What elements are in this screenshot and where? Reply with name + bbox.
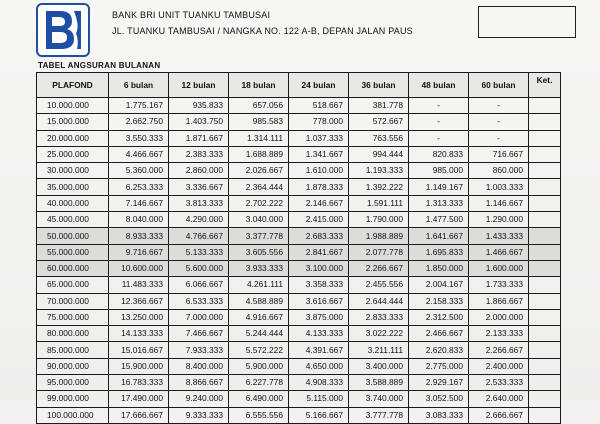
table-cell: 4.766.667: [169, 228, 229, 244]
table-cell: [529, 146, 561, 162]
table-cell: 7.000.000: [169, 309, 229, 325]
table-cell: 2.158.333: [409, 293, 469, 309]
table-cell: 2.533.333: [469, 375, 529, 391]
table-cell: 1.610.000: [289, 163, 349, 179]
table-cell: 3.100.000: [289, 260, 349, 276]
table-cell: [529, 260, 561, 276]
plafond-cell: 10.000.000: [37, 98, 109, 114]
table-cell: 5.244.444: [229, 326, 289, 342]
plafond-cell: 90.000.000: [37, 358, 109, 374]
table-cell: 8.400.000: [169, 358, 229, 374]
table-cell: 6.555.556: [229, 407, 289, 423]
plafond-cell: 75.000.000: [37, 309, 109, 325]
table-cell: 3.605.556: [229, 244, 289, 260]
table-cell: 2.004.167: [409, 277, 469, 293]
table-cell: 2.383.333: [169, 146, 229, 162]
table-cell: 7.146.667: [109, 195, 169, 211]
table-cell: 7.933.333: [169, 342, 229, 358]
table-cell: 3.550.333: [109, 130, 169, 146]
table-cell: 6.490.000: [229, 391, 289, 407]
table-cell: 3.933.333: [229, 260, 289, 276]
table-cell: 763.556: [349, 130, 409, 146]
table-cell: 9.333.333: [169, 407, 229, 423]
table-cell: 1.600.000: [469, 260, 529, 276]
table-cell: 3.336.667: [169, 179, 229, 195]
table-cell: 17.666.667: [109, 407, 169, 423]
table-cell: 1.878.333: [289, 179, 349, 195]
table-cell: 2.455.556: [349, 277, 409, 293]
plafond-cell: 50.000.000: [37, 228, 109, 244]
table-cell: 2.620.833: [409, 342, 469, 358]
table-cell: 3.740.000: [349, 391, 409, 407]
table-cell: 6.533.333: [169, 293, 229, 309]
table-cell: 1.392.222: [349, 179, 409, 195]
table-row: [37, 195, 561, 211]
table-cell: 1.037.333: [289, 130, 349, 146]
table-cell: 16.783.333: [109, 375, 169, 391]
installment-table: [36, 72, 561, 424]
table-cell: 657.056: [229, 98, 289, 114]
table-cell: 1.193.333: [349, 163, 409, 179]
table-cell: 9.240.000: [169, 391, 229, 407]
table-row: [37, 244, 561, 260]
table-cell: [529, 114, 561, 130]
table-cell: 14.133.333: [109, 326, 169, 342]
table-cell: 3.358.333: [289, 277, 349, 293]
table-cell: 9.716.667: [109, 244, 169, 260]
table-cell: 2.702.222: [229, 195, 289, 211]
table-cell: [529, 407, 561, 423]
table-cell: 2.312.500: [409, 309, 469, 325]
table-cell: [529, 212, 561, 228]
table-cell: 3.875.000: [289, 309, 349, 325]
table-row: [37, 130, 561, 146]
table-row: [37, 212, 561, 228]
bank-name: BANK BRI UNIT TUANKU TAMBUSAI: [112, 10, 271, 20]
table-row: [37, 342, 561, 358]
table-cell: 5.133.333: [169, 244, 229, 260]
plafond-cell: 100.000.000: [37, 407, 109, 423]
table-cell: 4.133.333: [289, 326, 349, 342]
table-cell: 1.466.667: [469, 244, 529, 260]
table-cell: 820.833: [409, 146, 469, 162]
table-cell: 518.667: [289, 98, 349, 114]
table-cell: 3.777.778: [349, 407, 409, 423]
table-cell: 6.066.667: [169, 277, 229, 293]
table-cell: [529, 375, 561, 391]
table-cell: 2.000.000: [469, 309, 529, 325]
table-cell: 1.733.333: [469, 277, 529, 293]
table-cell: [529, 277, 561, 293]
table-cell: 2.400.000: [469, 358, 529, 374]
table-row: [37, 228, 561, 244]
table-cell: 4.290.000: [169, 212, 229, 228]
table-cell: 5.572.222: [229, 342, 289, 358]
plafond-cell: 85.000.000: [37, 342, 109, 358]
table-row: [37, 375, 561, 391]
table-cell: 1.988.889: [349, 228, 409, 244]
table-title: TABEL ANGSURAN BULANAN: [38, 61, 161, 70]
table-cell: 1.403.750: [169, 114, 229, 130]
table-row: [37, 309, 561, 325]
table-cell: 2.266.667: [349, 260, 409, 276]
table-cell: 6.227.778: [229, 375, 289, 391]
table-row: [37, 179, 561, 195]
plafond-cell: 30.000.000: [37, 163, 109, 179]
table-row: [37, 260, 561, 276]
column-header: PLAFOND: [37, 73, 109, 98]
table-cell: 2.026.667: [229, 163, 289, 179]
table-cell: 15.016.667: [109, 342, 169, 358]
plafond-cell: 45.000.000: [37, 212, 109, 228]
table-cell: 1.790.000: [349, 212, 409, 228]
table-cell: 12.366.667: [109, 293, 169, 309]
table-row: [37, 358, 561, 374]
table-cell: 1.688.889: [229, 146, 289, 162]
table-cell: 2.929.167: [409, 375, 469, 391]
table-cell: 3.040.000: [229, 212, 289, 228]
table-cell: 1.290.000: [469, 212, 529, 228]
table-cell: -: [409, 130, 469, 146]
table-cell: 1.003.333: [469, 179, 529, 195]
table-cell: 6.253.333: [109, 179, 169, 195]
table-cell: [529, 244, 561, 260]
table-cell: 8.866.667: [169, 375, 229, 391]
table-cell: 15.900.000: [109, 358, 169, 374]
table-cell: 5.166.667: [289, 407, 349, 423]
table-cell: 17.490.000: [109, 391, 169, 407]
plafond-cell: 95.000.000: [37, 375, 109, 391]
table-cell: [529, 195, 561, 211]
table-row: [37, 293, 561, 309]
table-cell: 2.860.000: [169, 163, 229, 179]
table-cell: [529, 326, 561, 342]
table-cell: 2.666.667: [469, 407, 529, 423]
table-cell: 11.483.333: [109, 277, 169, 293]
table-cell: 860.000: [469, 163, 529, 179]
table-cell: [529, 293, 561, 309]
table-cell: 1.695.833: [409, 244, 469, 260]
plafond-cell: 65.000.000: [37, 277, 109, 293]
table-cell: -: [469, 114, 529, 130]
table-cell: 3.400.000: [349, 358, 409, 374]
table-cell: [529, 228, 561, 244]
table-cell: 985.583: [229, 114, 289, 130]
table-cell: 3.813.333: [169, 195, 229, 211]
table-cell: 2.077.778: [349, 244, 409, 260]
table-cell: 2.133.333: [469, 326, 529, 342]
table-cell: 4.588.889: [229, 293, 289, 309]
table-cell: -: [469, 98, 529, 114]
table-cell: [529, 130, 561, 146]
table-cell: 13.250.000: [109, 309, 169, 325]
table-cell: 2.683.333: [289, 228, 349, 244]
column-header: 12 bulan: [169, 73, 229, 98]
table-row: [37, 163, 561, 179]
bri-logo-icon: [36, 3, 90, 57]
table-cell: 4.466.667: [109, 146, 169, 162]
table-cell: 1.850.000: [409, 260, 469, 276]
table-row: [37, 98, 561, 114]
table-cell: 1.866.667: [469, 293, 529, 309]
table-cell: 4.908.333: [289, 375, 349, 391]
table-cell: 4.391.667: [289, 342, 349, 358]
table-cell: -: [409, 114, 469, 130]
table-cell: 4.916.667: [229, 309, 289, 325]
table-cell: 716.667: [469, 146, 529, 162]
plafond-cell: 20.000.000: [37, 130, 109, 146]
table-cell: 1.433.333: [469, 228, 529, 244]
table-row: [37, 391, 561, 407]
plafond-cell: 70.000.000: [37, 293, 109, 309]
table-body: [37, 98, 561, 424]
column-header: 36 bulan: [349, 73, 409, 98]
table-cell: 1.314.111: [229, 130, 289, 146]
table-cell: 8.933.333: [109, 228, 169, 244]
plafond-cell: 99.000.000: [37, 391, 109, 407]
table-cell: 5.115.000: [289, 391, 349, 407]
table-row: [37, 407, 561, 423]
table-cell: [529, 163, 561, 179]
plafond-cell: 15.000.000: [37, 114, 109, 130]
table-row: [37, 114, 561, 130]
table-cell: 2.266.667: [469, 342, 529, 358]
plafond-cell: 35.000.000: [37, 179, 109, 195]
table-cell: 5.900.000: [229, 358, 289, 374]
table-cell: 10.600.000: [109, 260, 169, 276]
table-cell: 994.444: [349, 146, 409, 162]
table-cell: 2.640.000: [469, 391, 529, 407]
table-cell: 935.833: [169, 98, 229, 114]
column-header: 60 bulan: [469, 73, 529, 98]
column-header: 24 bulan: [289, 73, 349, 98]
table-cell: 2.364.444: [229, 179, 289, 195]
table-header-row: [37, 73, 561, 98]
table-cell: [529, 358, 561, 374]
table-row: [37, 277, 561, 293]
table-cell: 1.146.667: [469, 195, 529, 211]
table-cell: 1.641.667: [409, 228, 469, 244]
table-cell: 3.616.667: [289, 293, 349, 309]
column-header: 48 bulan: [409, 73, 469, 98]
table-cell: 3.377.778: [229, 228, 289, 244]
table-cell: 778.000: [289, 114, 349, 130]
table-cell: 3.083.333: [409, 407, 469, 423]
table-cell: 4.650.000: [289, 358, 349, 374]
plafond-cell: 80.000.000: [37, 326, 109, 342]
table-cell: 2.146.667: [289, 195, 349, 211]
table-cell: 5.600.000: [169, 260, 229, 276]
plafond-cell: 60.000.000: [37, 260, 109, 276]
table-cell: 985.000: [409, 163, 469, 179]
table-cell: [529, 309, 561, 325]
table-cell: 2.775.000: [409, 358, 469, 374]
table-cell: 5.360.000: [109, 163, 169, 179]
table-row: [37, 146, 561, 162]
table-cell: 2.415.000: [289, 212, 349, 228]
plafond-cell: 25.000.000: [37, 146, 109, 162]
table-cell: -: [409, 98, 469, 114]
plafond-cell: 40.000.000: [37, 195, 109, 211]
table-cell: 1.313.333: [409, 195, 469, 211]
table-cell: [529, 391, 561, 407]
plafond-cell: 55.000.000: [37, 244, 109, 260]
table-cell: 1.149.167: [409, 179, 469, 195]
table-cell: [529, 98, 561, 114]
table-cell: 2.841.667: [289, 244, 349, 260]
table-cell: 3.052.500: [409, 391, 469, 407]
table-cell: 7.466.667: [169, 326, 229, 342]
column-header: 18 bulan: [229, 73, 289, 98]
table-cell: 3.211.111: [349, 342, 409, 358]
column-header: Ket.: [529, 73, 561, 98]
table-cell: 3.588.889: [349, 375, 409, 391]
table-cell: 1.591.111: [349, 195, 409, 211]
table-cell: 1.341.667: [289, 146, 349, 162]
table-cell: 2.466.667: [409, 326, 469, 342]
table-cell: 572.667: [349, 114, 409, 130]
table-cell: [529, 342, 561, 358]
table-cell: 1.477.500: [409, 212, 469, 228]
table-cell: 381.778: [349, 98, 409, 114]
bank-address: JL. TUANKU TAMBUSAI / NANGKA NO. 122 A-B, DEPAN JALAN PAUS: [112, 26, 413, 36]
table-row: [37, 326, 561, 342]
table-cell: 8.040.000: [109, 212, 169, 228]
table-cell: -: [469, 130, 529, 146]
table-cell: 1.775.167: [109, 98, 169, 114]
table-cell: 4.261.111: [229, 277, 289, 293]
table-cell: 3.022.222: [349, 326, 409, 342]
table-cell: 1.871.667: [169, 130, 229, 146]
table-cell: 2.833.333: [349, 309, 409, 325]
table-cell: 2.644.444: [349, 293, 409, 309]
table-cell: 2.662.750: [109, 114, 169, 130]
column-header: 6 bulan: [109, 73, 169, 98]
table-cell: [529, 179, 561, 195]
stamp-box: [478, 6, 576, 38]
